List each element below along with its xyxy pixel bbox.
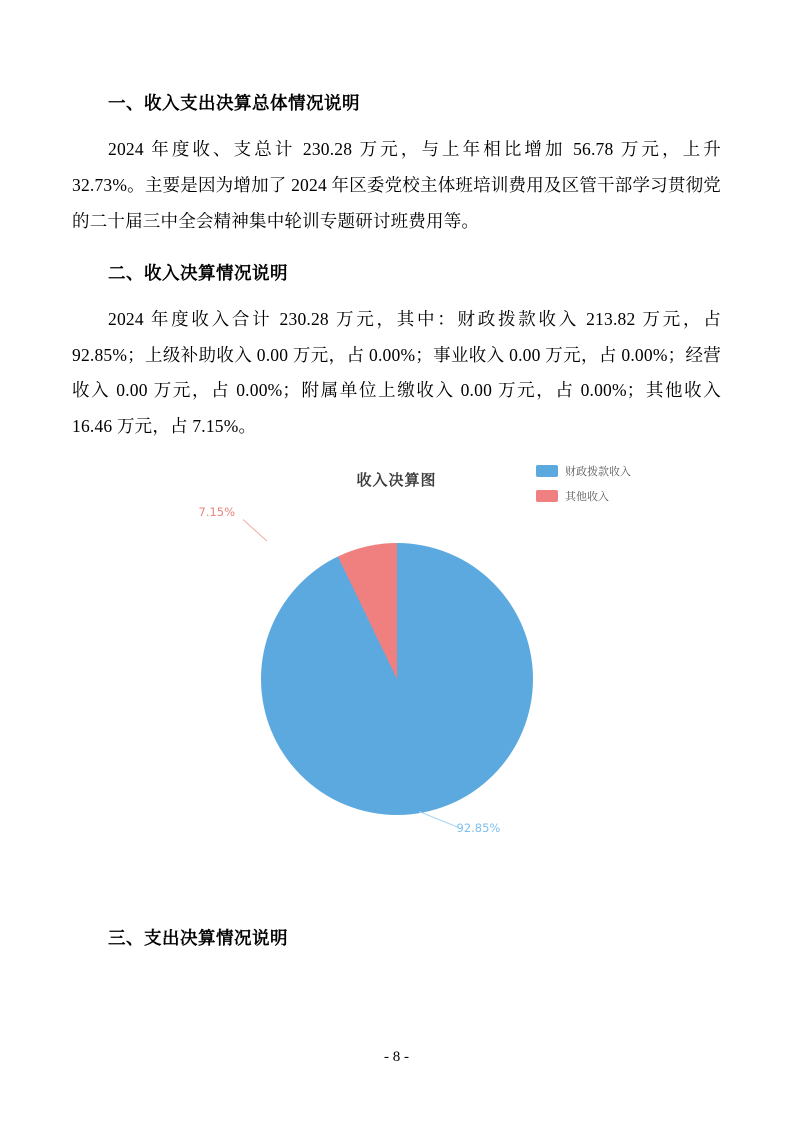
section-heading-2: 二、收入决算情况说明 — [108, 263, 288, 284]
section-heading-3: 三、支出决算情况说明 — [108, 929, 288, 950]
chart-title: 收入决算图 — [356, 471, 437, 490]
page-number: - 8 - — [384, 1049, 409, 1065]
legend-label: 其他收入 — [565, 490, 609, 504]
pie-container — [198, 505, 533, 836]
section-heading-1: 一、收入支出决算总体情况说明 — [108, 94, 360, 114]
slice-label-fiscal-appropriation: 92.85% — [456, 821, 501, 836]
pie-graphic — [261, 543, 533, 815]
leader-line-small — [242, 519, 266, 541]
slice-label-other-income: 7.15% — [198, 505, 236, 520]
chart-legend — [536, 463, 631, 513]
spacer — [72, 250, 721, 260]
section-paragraph-2: 2024 年度收入合计 230.28 万元，其中：财政拨款收入 213.82 万元，占 92.85%；上级补助收入 0.00 万元，占 0.00%；事业收入 0.00 万元，占 0.00%；经营收入 0.00 万元，占 0.00%；附属单位上缴收入 0.00 万元，占 0.00%；其他收入 16.46 万元，占 7.15%。 — [72, 308, 721, 437]
section-paragraph-1: 2024 年度收、支总计 230.28 万元，与上年相比增加 56.78 万元，上升 32.73%。主要是因为增加了 2024 年区委党校主体班培训费用及区管干部学习贯彻党的二十届三中全会精神集中轮训专题研讨班费用等。 — [72, 139, 721, 231]
income-pie-chart — [72, 455, 721, 925]
leader-line-large — [418, 811, 457, 828]
legend-item-0 — [536, 463, 631, 479]
legend-swatch-icon — [536, 490, 558, 502]
legend-swatch-icon — [536, 465, 558, 477]
legend-item-1 — [536, 488, 631, 504]
legend-label: 财政拨款收入 — [565, 465, 631, 479]
